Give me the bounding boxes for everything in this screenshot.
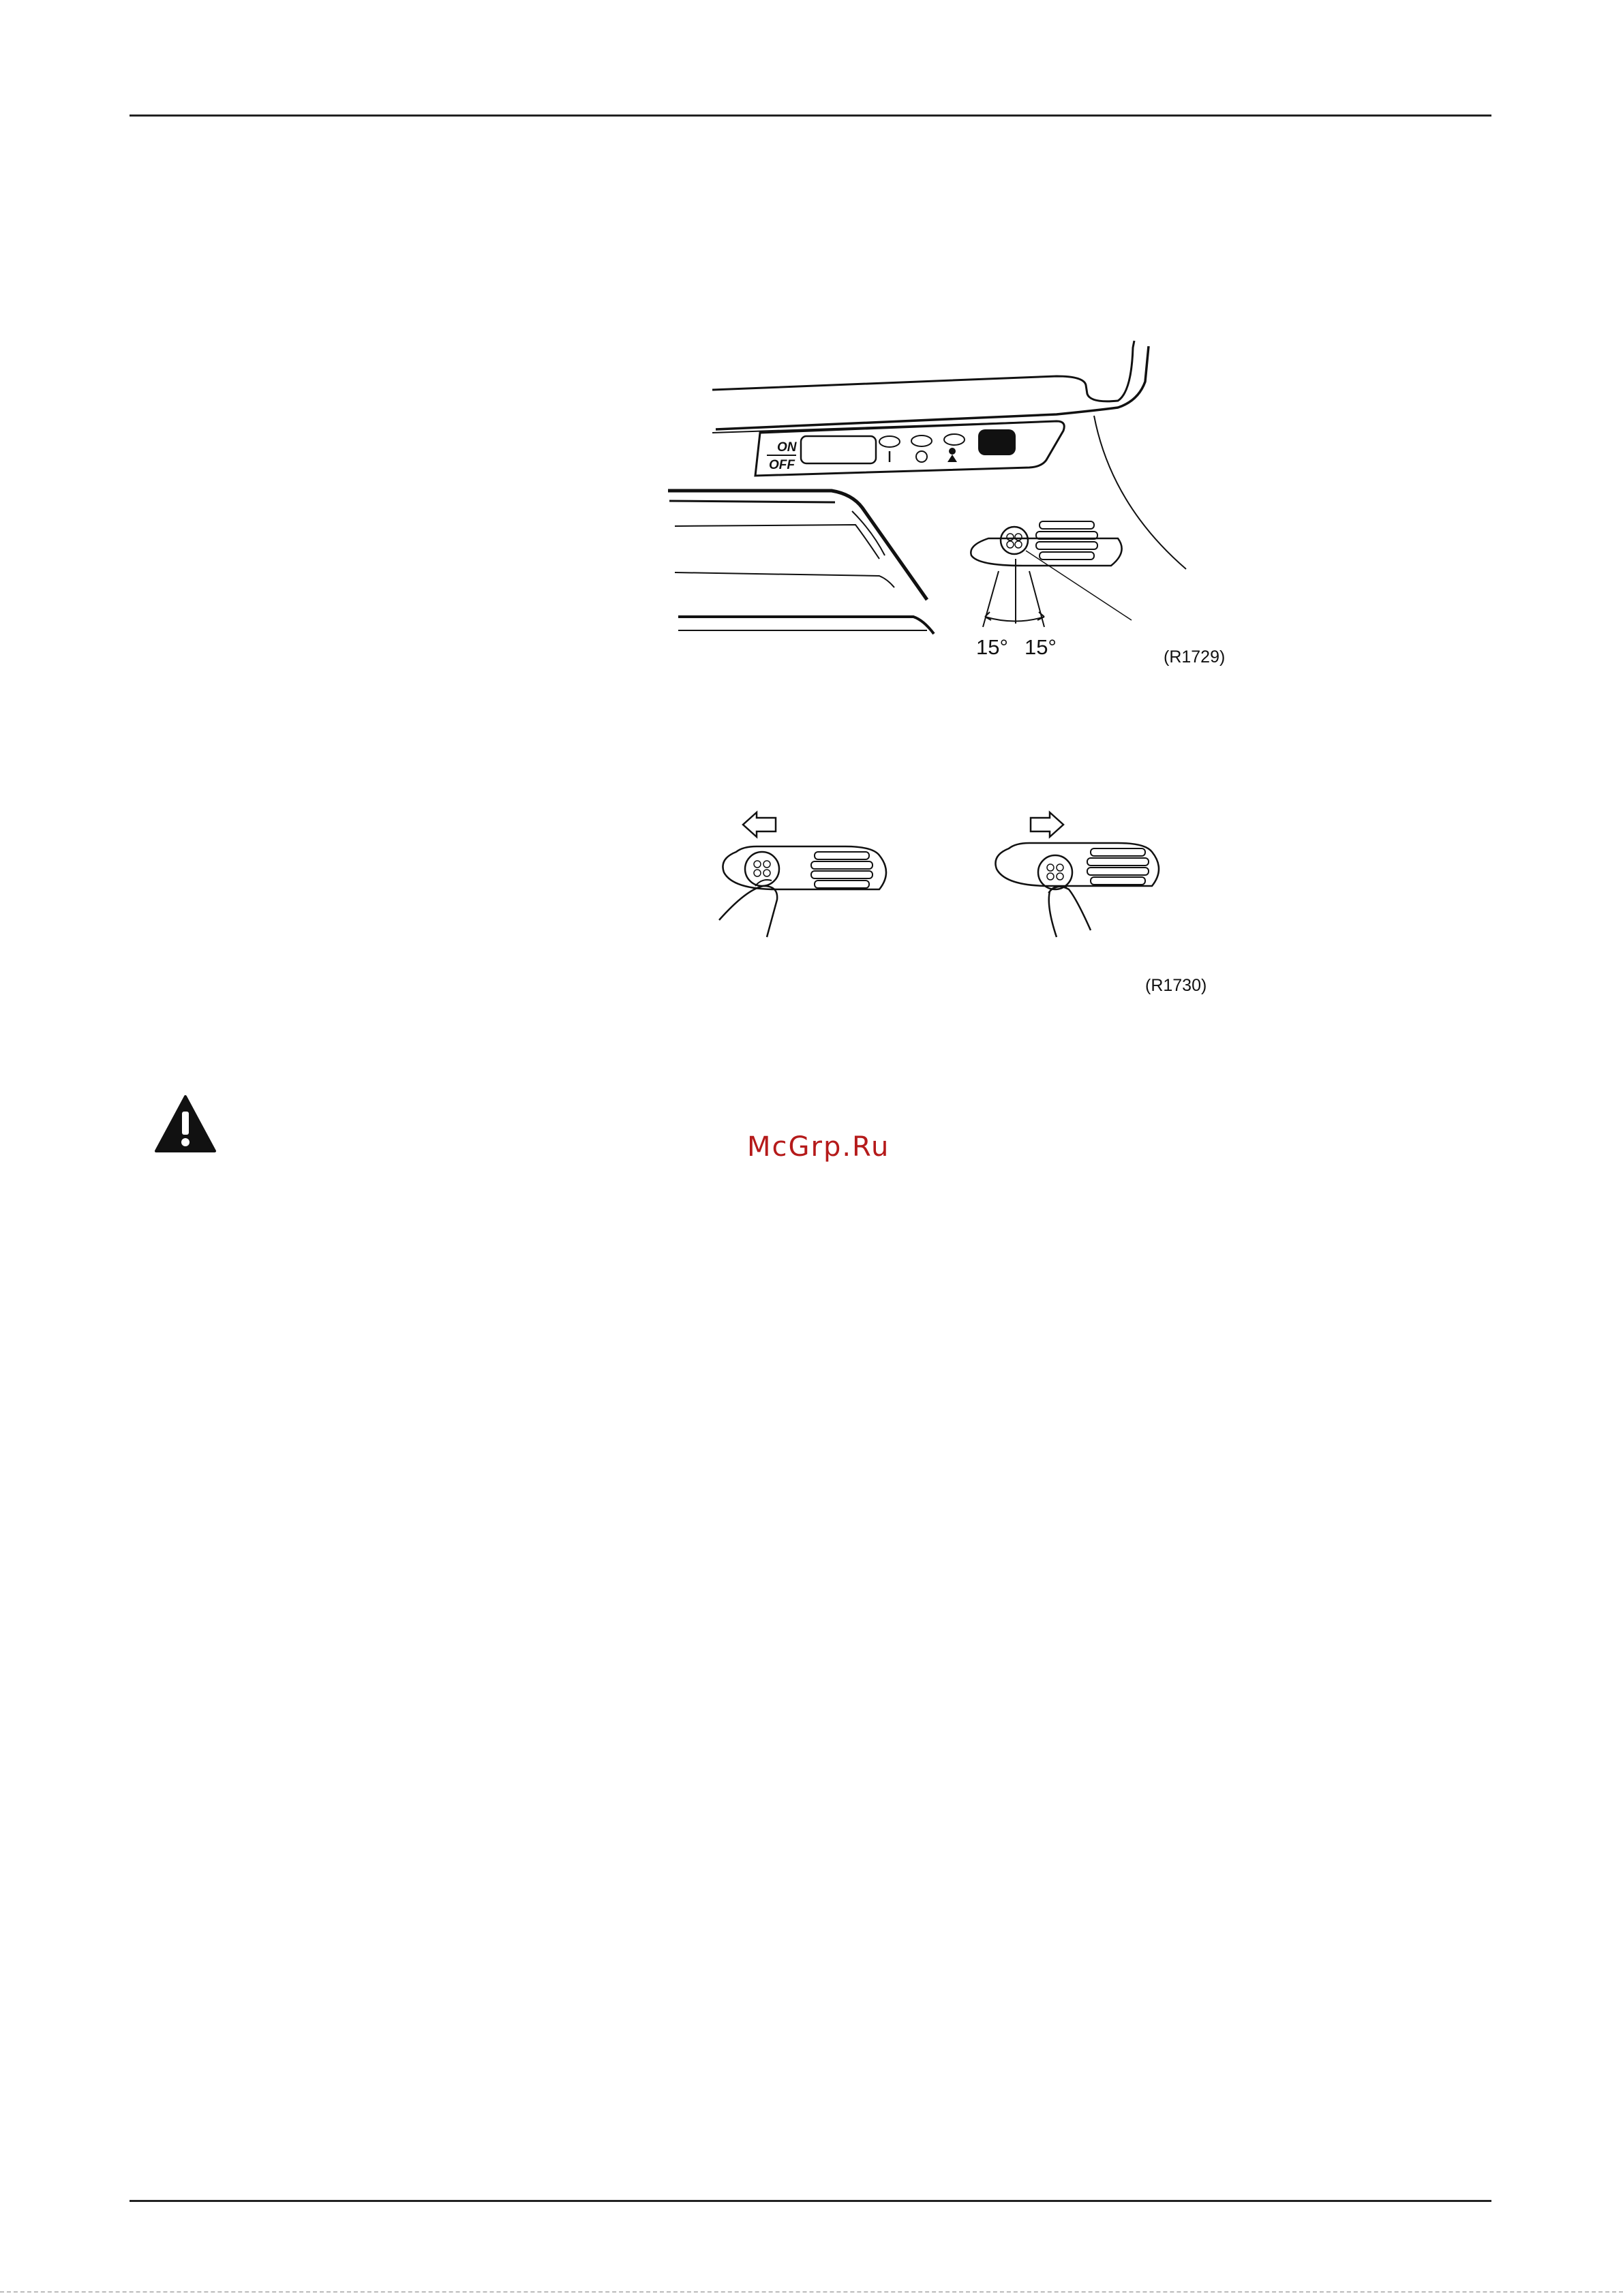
arrow-right-icon — [1031, 812, 1063, 837]
figure2-reference: (R1730) — [1145, 976, 1207, 995]
figure1-reference: (R1729) — [1164, 647, 1226, 667]
off-label: OFF — [769, 458, 795, 472]
on-off-label — [767, 440, 798, 472]
display-window — [801, 436, 876, 463]
louver-knob-right — [1038, 855, 1072, 889]
power-button-icon — [879, 436, 900, 447]
timer-button-icon — [911, 435, 932, 446]
louver-slot-left — [723, 846, 886, 889]
warning-icon — [154, 1094, 217, 1154]
louver-slot-right — [995, 843, 1159, 886]
sleep-button-icon — [944, 434, 965, 445]
page-edge — [0, 2291, 1623, 2293]
on-label: ON — [777, 440, 797, 455]
finger-left — [719, 886, 777, 937]
angle-left-label: 15° — [976, 635, 1008, 659]
angle-right-label: 15° — [1025, 635, 1057, 659]
header-rule — [130, 114, 1491, 117]
footer-rule — [130, 2200, 1491, 2202]
figure-unit-panel — [648, 334, 1227, 682]
louver-knob — [1001, 527, 1028, 554]
receiver-window — [978, 429, 1016, 455]
arrow-left-icon — [743, 812, 776, 837]
finger-right — [1049, 887, 1091, 937]
watermark: McGrp.Ru — [747, 1131, 890, 1163]
